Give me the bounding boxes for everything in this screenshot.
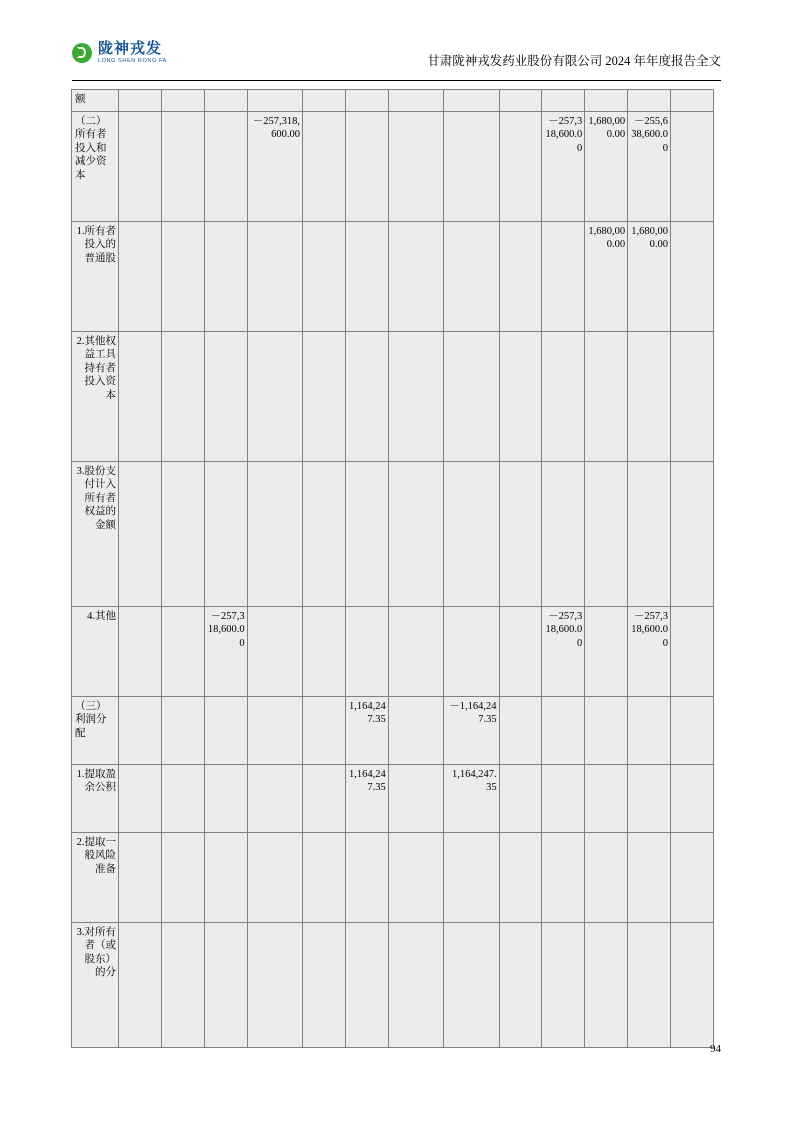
- data-cell: [444, 222, 499, 332]
- row-distribution-to-owners: [72, 923, 714, 1048]
- data-cell: [161, 923, 204, 1048]
- data-cell: －257,318,600.00: [204, 607, 247, 697]
- data-cell: [671, 222, 714, 332]
- data-cell: [628, 462, 671, 607]
- financial-table: [71, 89, 714, 1048]
- logo-text: [98, 42, 167, 65]
- data-cell: [628, 923, 671, 1048]
- row-label-cell: 3.股份支付计入所有者权益的金额: [72, 462, 119, 607]
- data-cell: [119, 607, 162, 697]
- data-cell: [161, 765, 204, 833]
- data-cell: [247, 697, 302, 765]
- data-cell: 1,164,247.35: [345, 697, 388, 765]
- data-cell: 1,680,000.00: [628, 222, 671, 332]
- data-cell: [628, 765, 671, 833]
- data-cell: －255,638,600.00: [628, 112, 671, 222]
- data-cell: 1,164,247.35: [345, 765, 388, 833]
- row-amount-continued: [72, 90, 714, 112]
- data-cell: [303, 332, 346, 462]
- data-cell: [499, 697, 542, 765]
- data-cell: [303, 923, 346, 1048]
- data-cell: －257,318,600.00: [628, 607, 671, 697]
- data-cell: [247, 607, 302, 697]
- row-label-cell: 1.所有者投入的普通股: [72, 222, 119, 332]
- data-cell: [161, 332, 204, 462]
- row-ordinary-shares: [72, 222, 714, 332]
- data-cell: [542, 833, 585, 923]
- data-cell: [119, 332, 162, 462]
- data-cell: [388, 332, 443, 462]
- data-cell: [444, 90, 499, 112]
- data-cell: [585, 697, 628, 765]
- data-cell: [204, 833, 247, 923]
- data-cell: [499, 607, 542, 697]
- data-cell: [671, 462, 714, 607]
- data-cell: [247, 923, 302, 1048]
- data-cell: [345, 607, 388, 697]
- data-cell: [303, 607, 346, 697]
- data-cell: [585, 90, 628, 112]
- data-cell: [499, 332, 542, 462]
- data-cell: [671, 90, 714, 112]
- data-cell: [204, 462, 247, 607]
- data-cell: [388, 833, 443, 923]
- data-cell: [161, 833, 204, 923]
- row-label-cell: 4.其他: [72, 607, 119, 697]
- report-title: 甘肃陇神戎发药业股份有限公司 2024 年年度报告全文: [427, 54, 721, 68]
- logo-chinese-name: 陇神戎发: [98, 41, 163, 57]
- data-cell: [204, 697, 247, 765]
- data-cell: [628, 332, 671, 462]
- row-surplus-reserve: [72, 765, 714, 833]
- data-cell: [345, 462, 388, 607]
- data-cell: [628, 833, 671, 923]
- row-label-cell: 3.对所有者（或股东）的分: [72, 923, 119, 1048]
- data-cell: [671, 607, 714, 697]
- row-share-based-payment: [72, 462, 714, 607]
- data-cell: [388, 697, 443, 765]
- data-cell: [388, 765, 443, 833]
- data-cell: [499, 90, 542, 112]
- data-cell: [247, 765, 302, 833]
- data-cell: [345, 222, 388, 332]
- data-cell: [585, 923, 628, 1048]
- data-cell: [671, 112, 714, 222]
- data-cell: [499, 765, 542, 833]
- data-cell: [388, 90, 443, 112]
- data-cell: [444, 833, 499, 923]
- data-cell: [671, 923, 714, 1048]
- data-cell: [628, 697, 671, 765]
- data-cell: [444, 923, 499, 1048]
- data-cell: [388, 462, 443, 607]
- data-cell: [542, 765, 585, 833]
- company-logo: [72, 42, 167, 65]
- data-cell: [542, 697, 585, 765]
- data-cell: [388, 923, 443, 1048]
- data-cell: [444, 112, 499, 222]
- data-cell: [585, 462, 628, 607]
- data-cell: [345, 332, 388, 462]
- row-label-cell: 额: [72, 90, 119, 112]
- data-cell: [499, 833, 542, 923]
- row-label-cell: 2.其他权益工具持有者投入资本: [72, 332, 119, 462]
- data-cell: [247, 462, 302, 607]
- data-cell: [542, 222, 585, 332]
- data-cell: [499, 462, 542, 607]
- row-profit-distribution: [72, 697, 714, 765]
- data-cell: 1,680,000.00: [585, 222, 628, 332]
- data-cell: [161, 90, 204, 112]
- data-cell: [542, 462, 585, 607]
- row-label-cell: （三）利润分配: [72, 697, 119, 765]
- data-cell: [303, 90, 346, 112]
- data-cell: [585, 607, 628, 697]
- data-cell: [119, 765, 162, 833]
- data-cell: [542, 332, 585, 462]
- data-cell: [345, 90, 388, 112]
- data-cell: [161, 112, 204, 222]
- data-cell: [119, 697, 162, 765]
- data-cell: [204, 222, 247, 332]
- data-cell: 1,680,000.00: [585, 112, 628, 222]
- page-header: [72, 42, 721, 76]
- data-cell: [247, 833, 302, 923]
- data-cell: [585, 332, 628, 462]
- data-cell: [671, 332, 714, 462]
- data-cell: [303, 697, 346, 765]
- data-cell: [444, 607, 499, 697]
- data-cell: [671, 833, 714, 923]
- data-cell: [161, 462, 204, 607]
- data-cell: [499, 923, 542, 1048]
- data-cell: [585, 765, 628, 833]
- data-cell: [542, 90, 585, 112]
- data-cell: －1,164,247.35: [444, 697, 499, 765]
- data-cell: [119, 462, 162, 607]
- data-cell: [161, 697, 204, 765]
- data-cell: [119, 833, 162, 923]
- row-other: [72, 607, 714, 697]
- statement-of-changes-in-equity-table: [71, 89, 714, 1048]
- data-cell: [303, 222, 346, 332]
- data-cell: [119, 112, 162, 222]
- data-cell: [388, 112, 443, 222]
- data-cell: [345, 833, 388, 923]
- data-cell: [161, 222, 204, 332]
- data-cell: [671, 765, 714, 833]
- data-cell: [499, 222, 542, 332]
- data-cell: [303, 765, 346, 833]
- data-cell: －257,318,600.00: [542, 607, 585, 697]
- data-cell: －257,318,600.00: [247, 112, 302, 222]
- data-cell: [542, 923, 585, 1048]
- data-cell: －257,318,600.00: [542, 112, 585, 222]
- data-cell: [444, 332, 499, 462]
- data-cell: 1,164,247.35: [444, 765, 499, 833]
- leaf-icon: [72, 43, 92, 63]
- header-divider: [72, 80, 721, 81]
- data-cell: [303, 833, 346, 923]
- row-label-cell: 2.提取一般风险准备: [72, 833, 119, 923]
- row-label-cell: 1.提取盈余公积: [72, 765, 119, 833]
- data-cell: [247, 222, 302, 332]
- row-owner-investment: [72, 112, 714, 222]
- data-cell: [204, 90, 247, 112]
- data-cell: [388, 222, 443, 332]
- data-cell: [119, 923, 162, 1048]
- data-cell: [628, 90, 671, 112]
- data-cell: [161, 607, 204, 697]
- data-cell: [444, 462, 499, 607]
- data-cell: [388, 607, 443, 697]
- logo-english-name: LONG SHEN RONG FA: [98, 57, 167, 64]
- data-cell: [671, 697, 714, 765]
- data-cell: [204, 332, 247, 462]
- data-cell: [119, 222, 162, 332]
- row-other-equity-instruments: [72, 332, 714, 462]
- data-cell: [247, 332, 302, 462]
- page-number: 94: [710, 1043, 721, 1055]
- data-cell: [204, 923, 247, 1048]
- row-label-cell: （二）所有者投入和减少资本: [72, 112, 119, 222]
- data-cell: [119, 90, 162, 112]
- data-cell: [345, 923, 388, 1048]
- data-cell: [247, 90, 302, 112]
- data-cell: [204, 765, 247, 833]
- data-cell: [303, 462, 346, 607]
- data-cell: [499, 112, 542, 222]
- data-cell: [204, 112, 247, 222]
- data-cell: [345, 112, 388, 222]
- data-cell: [303, 112, 346, 222]
- data-cell: [585, 833, 628, 923]
- row-general-risk-reserve: [72, 833, 714, 923]
